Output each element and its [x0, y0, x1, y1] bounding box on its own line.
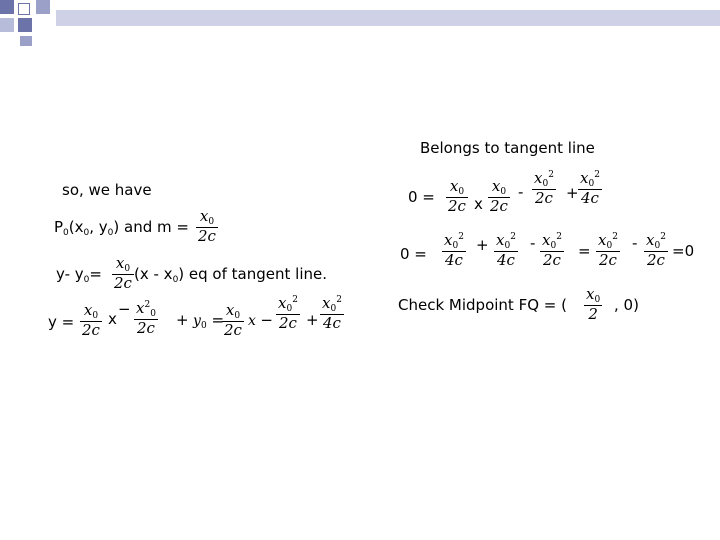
eq2-equals: =	[578, 242, 591, 260]
eq2-fraction-1: $\frac{x_0^2}{4c}$	[444, 231, 464, 269]
decor-bar	[56, 10, 720, 26]
eq2-fraction-3: $\frac{x_0^2}{2c}$	[542, 231, 562, 269]
eq2-minus-2: -	[632, 234, 638, 252]
check-midpoint-end: , 0)	[614, 296, 639, 314]
y-term3: + $y_0$ =	[176, 311, 225, 331]
tangent-lhs: y- $y_0=$	[56, 265, 102, 285]
decor-square-2	[18, 3, 30, 15]
check-midpoint-text: Check Midpoint FQ = (	[398, 296, 567, 314]
y-term5-fraction: $\frac{x_0^2}{2c}$	[278, 294, 298, 332]
eq1-plus: +	[566, 184, 579, 202]
slope-fraction: $\frac{x_0}{2c}$	[198, 207, 216, 245]
eq2-minus: -	[530, 234, 536, 252]
decor-square-4	[0, 18, 14, 32]
eq2-fraction-5: $\frac{x_0^2}{2c}$	[646, 231, 666, 269]
eq1-x: x	[474, 195, 483, 213]
decor-square-1	[0, 0, 14, 14]
decor-square-6	[20, 36, 32, 46]
tangent-slope-fraction: $\frac{x_0}{2c}$	[114, 254, 132, 292]
eq1-minus: -	[518, 183, 524, 201]
y-term4-fraction: $\frac{x_0}{2c}$	[224, 301, 242, 339]
eq2-equals-zero: =0	[672, 242, 695, 260]
eq1-zero: 0 =	[408, 188, 435, 206]
eq1-fraction-2: $\frac{x_0}{2c}$	[490, 177, 508, 215]
decor-square-5	[18, 18, 32, 32]
point-definition: $P_0(x_0$, $y_0$) and m =	[54, 218, 189, 238]
y-term2: −	[118, 300, 131, 318]
eq1-fraction-1: $\frac{x_0}{2c}$	[448, 177, 466, 215]
tangent-rhs: $(x - x_0)$ eq of tangent line.	[134, 265, 327, 285]
eq2-zero: 0 =	[400, 245, 427, 263]
tangent-line-label: Belongs to tangent line	[420, 139, 595, 157]
eq2-plus: +	[476, 236, 489, 254]
eq1-fraction-4: $\frac{x_0^2}{4c}$	[580, 169, 600, 207]
y-term2-fraction: $\frac{x^2_0}{2c}$	[136, 299, 156, 337]
decor-square-3	[36, 0, 50, 14]
y-term6-fraction: $\frac{x_0^2}{4c}$	[322, 294, 342, 332]
eq2-fraction-2: $\frac{x_0^2}{4c}$	[496, 231, 516, 269]
check-midpoint-fraction: $\frac{x_0}{2}$	[586, 285, 601, 323]
y-term5: x −	[248, 311, 273, 329]
y-term1-fraction: $\frac{x_0}{2c}$	[82, 301, 100, 339]
y-x-mult: x	[108, 310, 117, 328]
intro-text: so, we have	[62, 181, 152, 199]
eq2-fraction-4: $\frac{x_0^2}{2c}$	[598, 231, 618, 269]
eq1-fraction-3: $\frac{x_0^2}{2c}$	[534, 169, 554, 207]
y-eq-label: y =	[48, 313, 75, 331]
y-term6: +	[306, 311, 319, 329]
